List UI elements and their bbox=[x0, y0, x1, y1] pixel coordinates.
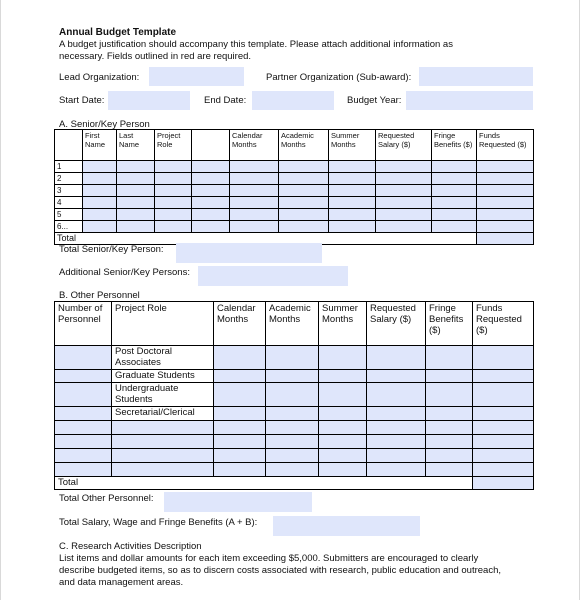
row-number: 3 bbox=[55, 185, 83, 197]
column-header: Calendar Months bbox=[230, 130, 279, 161]
input-cell[interactable] bbox=[432, 221, 477, 233]
input-cell[interactable] bbox=[473, 421, 534, 435]
input-cell[interactable] bbox=[55, 421, 112, 435]
additional-senior-key-persons-field[interactable] bbox=[198, 266, 348, 286]
row-number: 2 bbox=[55, 173, 83, 185]
project-role: Secretarial/Clerical bbox=[112, 407, 214, 421]
input-cell[interactable] bbox=[112, 435, 214, 449]
input-cell[interactable] bbox=[214, 435, 266, 449]
input-cell[interactable] bbox=[426, 449, 473, 463]
column-header: Fringe Benefits ($) bbox=[426, 302, 473, 346]
input-cell[interactable] bbox=[367, 449, 426, 463]
input-cell[interactable] bbox=[266, 370, 319, 383]
input-cell[interactable] bbox=[473, 463, 534, 477]
partner-organization-label: Partner Organization (Sub-award): bbox=[266, 72, 412, 83]
column-header: Fringe Benefits ($) bbox=[432, 130, 477, 161]
input-cell[interactable] bbox=[426, 421, 473, 435]
input-cell[interactable] bbox=[367, 346, 426, 370]
table-header-row bbox=[55, 302, 534, 346]
input-cell[interactable] bbox=[432, 185, 477, 197]
input-cell[interactable] bbox=[55, 449, 112, 463]
column-header: Academic Months bbox=[279, 130, 329, 161]
input-cell[interactable] bbox=[426, 463, 473, 477]
input-cell[interactable] bbox=[230, 173, 279, 185]
input-cell[interactable] bbox=[319, 435, 367, 449]
table-row bbox=[55, 173, 534, 185]
input-cell[interactable] bbox=[473, 346, 534, 370]
input-cell[interactable] bbox=[266, 346, 319, 370]
input-cell[interactable] bbox=[55, 370, 112, 383]
input-cell[interactable] bbox=[83, 197, 117, 209]
row-number: 5 bbox=[55, 209, 83, 221]
column-header: First Name bbox=[83, 130, 117, 161]
input-cell[interactable] bbox=[319, 346, 367, 370]
input-cell[interactable] bbox=[112, 463, 214, 477]
input-cell[interactable] bbox=[83, 221, 117, 233]
input-cell[interactable] bbox=[477, 209, 534, 221]
input-cell[interactable] bbox=[55, 435, 112, 449]
input-cell[interactable] bbox=[329, 161, 376, 173]
input-cell[interactable] bbox=[376, 197, 432, 209]
row-number: 6... bbox=[55, 221, 83, 233]
total-senior-key-person-field[interactable] bbox=[176, 243, 322, 263]
input-cell[interactable] bbox=[214, 449, 266, 463]
input-cell[interactable] bbox=[55, 463, 112, 477]
input-cell[interactable] bbox=[117, 161, 155, 173]
input-cell[interactable] bbox=[83, 209, 117, 221]
input-cell[interactable] bbox=[192, 197, 230, 209]
input-cell[interactable] bbox=[230, 197, 279, 209]
input-cell[interactable] bbox=[329, 221, 376, 233]
lead-organization-label: Lead Organization: bbox=[59, 72, 140, 83]
input-cell[interactable] bbox=[473, 407, 534, 421]
input-cell[interactable] bbox=[117, 185, 155, 197]
other-personnel-table bbox=[54, 301, 534, 490]
input-cell[interactable] bbox=[117, 221, 155, 233]
input-cell[interactable] bbox=[155, 161, 192, 173]
input-cell[interactable] bbox=[319, 407, 367, 421]
total-funds-cell[interactable] bbox=[477, 233, 534, 245]
total-senior-key-person-label: Total Senior/Key Person: bbox=[59, 244, 164, 255]
input-cell[interactable] bbox=[329, 209, 376, 221]
column-header bbox=[192, 130, 230, 161]
input-cell[interactable] bbox=[214, 463, 266, 477]
input-cell[interactable] bbox=[83, 185, 117, 197]
table-row bbox=[55, 197, 534, 209]
input-cell[interactable] bbox=[319, 383, 367, 407]
input-cell[interactable] bbox=[432, 161, 477, 173]
total-label: Total bbox=[55, 233, 477, 245]
input-cell[interactable] bbox=[214, 407, 266, 421]
input-cell[interactable] bbox=[155, 185, 192, 197]
input-cell[interactable] bbox=[473, 370, 534, 383]
row-number: 4 bbox=[55, 197, 83, 209]
input-cell[interactable] bbox=[432, 173, 477, 185]
partner-organization-field[interactable] bbox=[419, 67, 533, 86]
column-header: Number of Personnel bbox=[55, 302, 112, 346]
input-cell[interactable] bbox=[214, 370, 266, 383]
input-cell[interactable] bbox=[117, 197, 155, 209]
table-header-row bbox=[55, 130, 534, 161]
table-row bbox=[55, 449, 534, 463]
input-cell[interactable] bbox=[473, 449, 534, 463]
column-header: Requested Salary ($) bbox=[367, 302, 426, 346]
table-row bbox=[55, 185, 534, 197]
input-cell[interactable] bbox=[329, 173, 376, 185]
input-cell[interactable] bbox=[329, 197, 376, 209]
project-role: Post Doctoral Associates bbox=[112, 346, 214, 370]
input-cell[interactable] bbox=[83, 161, 117, 173]
project-role: Undergraduate Students bbox=[112, 383, 214, 407]
column-header: Requested Salary ($) bbox=[376, 130, 432, 161]
table-row bbox=[55, 383, 534, 407]
intro-text-line-1: A budget justification should accompany this template. Please attach additional information as bbox=[59, 39, 453, 50]
input-cell[interactable] bbox=[426, 407, 473, 421]
input-cell[interactable] bbox=[473, 435, 534, 449]
input-cell[interactable] bbox=[230, 161, 279, 173]
input-cell[interactable] bbox=[192, 173, 230, 185]
budget-year-label: Budget Year: bbox=[347, 95, 402, 106]
senior-key-person-table bbox=[54, 129, 534, 245]
column-header: Calendar Months bbox=[214, 302, 266, 346]
input-cell[interactable] bbox=[319, 370, 367, 383]
input-cell[interactable] bbox=[192, 209, 230, 221]
table-row bbox=[55, 346, 534, 370]
section-b-heading: B. Other Personnel bbox=[59, 290, 140, 301]
total-other-personnel-field[interactable] bbox=[164, 492, 312, 512]
input-cell[interactable] bbox=[376, 209, 432, 221]
section-c-text-line-3: and data management areas. bbox=[59, 577, 184, 588]
input-cell[interactable] bbox=[155, 173, 192, 185]
total-salary-wage-fringe-label: Total Salary, Wage and Fringe Benefits (A + B): bbox=[59, 517, 258, 528]
input-cell[interactable] bbox=[432, 197, 477, 209]
row-number: 1 bbox=[55, 161, 83, 173]
input-cell[interactable] bbox=[376, 173, 432, 185]
input-cell[interactable] bbox=[367, 435, 426, 449]
input-cell[interactable] bbox=[477, 161, 534, 173]
table-row bbox=[55, 370, 534, 383]
input-cell[interactable] bbox=[214, 383, 266, 407]
input-cell[interactable] bbox=[426, 383, 473, 407]
table-row bbox=[55, 221, 534, 233]
input-cell[interactable] bbox=[279, 173, 329, 185]
total-salary-wage-fringe-field[interactable] bbox=[273, 516, 420, 536]
column-header: Last Name bbox=[117, 130, 155, 161]
input-cell[interactable] bbox=[426, 370, 473, 383]
table-header-cell bbox=[55, 130, 83, 161]
column-header: Academic Months bbox=[266, 302, 319, 346]
input-cell[interactable] bbox=[367, 421, 426, 435]
input-cell[interactable] bbox=[426, 346, 473, 370]
input-cell[interactable] bbox=[266, 435, 319, 449]
column-header: Summer Months bbox=[329, 130, 376, 161]
input-cell[interactable] bbox=[192, 185, 230, 197]
total-other-personnel-label: Total Other Personnel: bbox=[59, 493, 154, 504]
section-c-heading: C. Research Activities Description bbox=[59, 541, 202, 552]
input-cell[interactable] bbox=[266, 407, 319, 421]
input-cell[interactable] bbox=[367, 463, 426, 477]
input-cell[interactable] bbox=[279, 197, 329, 209]
form-title: Annual Budget Template bbox=[59, 27, 177, 38]
input-cell[interactable] bbox=[367, 370, 426, 383]
input-cell[interactable] bbox=[266, 449, 319, 463]
input-cell[interactable] bbox=[319, 449, 367, 463]
input-cell[interactable] bbox=[367, 383, 426, 407]
column-header: Project Role bbox=[112, 302, 214, 346]
section-c-text-line-2: describe budgeted items, so as to discern costs associated with research, public education and outreach, bbox=[59, 565, 502, 576]
intro-text-line-2: necessary. Fields outlined in red are required. bbox=[59, 51, 252, 62]
input-cell[interactable] bbox=[155, 221, 192, 233]
input-cell[interactable] bbox=[376, 161, 432, 173]
end-date-field[interactable] bbox=[252, 91, 334, 110]
input-cell[interactable] bbox=[112, 449, 214, 463]
input-cell[interactable] bbox=[192, 161, 230, 173]
input-cell[interactable] bbox=[55, 346, 112, 370]
input-cell[interactable] bbox=[55, 383, 112, 407]
input-cell[interactable] bbox=[319, 463, 367, 477]
total-row bbox=[55, 477, 534, 490]
input-cell[interactable] bbox=[214, 346, 266, 370]
total-funds-cell[interactable] bbox=[473, 477, 534, 490]
lead-organization-field[interactable] bbox=[149, 67, 244, 86]
input-cell[interactable] bbox=[376, 221, 432, 233]
input-cell[interactable] bbox=[279, 221, 329, 233]
total-label: Total bbox=[55, 477, 473, 490]
input-cell[interactable] bbox=[266, 383, 319, 407]
input-cell[interactable] bbox=[473, 383, 534, 407]
input-cell[interactable] bbox=[279, 185, 329, 197]
input-cell[interactable] bbox=[266, 421, 319, 435]
budget-year-field[interactable] bbox=[406, 91, 533, 110]
input-cell[interactable] bbox=[112, 421, 214, 435]
input-cell[interactable] bbox=[83, 173, 117, 185]
input-cell[interactable] bbox=[155, 209, 192, 221]
column-header: Funds Requested ($) bbox=[473, 302, 534, 346]
input-cell[interactable] bbox=[214, 421, 266, 435]
input-cell[interactable] bbox=[477, 221, 534, 233]
input-cell[interactable] bbox=[279, 161, 329, 173]
input-cell[interactable] bbox=[367, 407, 426, 421]
input-cell[interactable] bbox=[279, 209, 329, 221]
table-row bbox=[55, 407, 534, 421]
input-cell[interactable] bbox=[230, 209, 279, 221]
column-header: Funds Requested ($) bbox=[477, 130, 534, 161]
input-cell[interactable] bbox=[117, 173, 155, 185]
input-cell[interactable] bbox=[376, 185, 432, 197]
additional-senior-key-persons-label: Additional Senior/Key Persons: bbox=[59, 267, 190, 278]
column-header: Summer Months bbox=[319, 302, 367, 346]
input-cell[interactable] bbox=[155, 197, 192, 209]
end-date-label: End Date: bbox=[204, 95, 247, 106]
table-row bbox=[55, 209, 534, 221]
input-cell[interactable] bbox=[266, 463, 319, 477]
section-a-heading: A. Senior/Key Person bbox=[59, 119, 150, 130]
input-cell[interactable] bbox=[230, 221, 279, 233]
start-date-label: Start Date: bbox=[59, 95, 105, 106]
section-c-text-line-1: List items and dollar amounts for each item exceeding $5,000. Submitters are encouraged to clearly bbox=[59, 553, 479, 564]
project-role: Graduate Students bbox=[112, 370, 214, 383]
table-row bbox=[55, 435, 534, 449]
table-row bbox=[55, 463, 534, 477]
start-date-field[interactable] bbox=[108, 91, 190, 110]
input-cell[interactable] bbox=[230, 185, 279, 197]
input-cell[interactable] bbox=[117, 209, 155, 221]
input-cell[interactable] bbox=[319, 421, 367, 435]
input-cell[interactable] bbox=[192, 221, 230, 233]
input-cell[interactable] bbox=[432, 209, 477, 221]
input-cell[interactable] bbox=[329, 185, 376, 197]
column-header: Project Role bbox=[155, 130, 192, 161]
input-cell[interactable] bbox=[477, 197, 534, 209]
table-row bbox=[55, 421, 534, 435]
table-row bbox=[55, 161, 534, 173]
input-cell[interactable] bbox=[477, 173, 534, 185]
input-cell[interactable] bbox=[55, 407, 112, 421]
input-cell[interactable] bbox=[426, 435, 473, 449]
input-cell[interactable] bbox=[477, 185, 534, 197]
